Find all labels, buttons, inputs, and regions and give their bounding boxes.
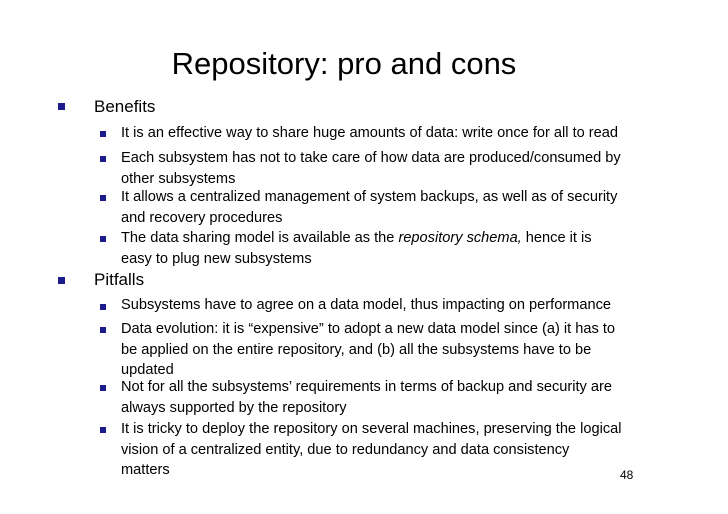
pitfall-item-4-line-1: It is tricky to deploy the repository on several machines, preserving the logical [121,421,622,437]
benefit-item-1 [121,123,671,144]
bullet-square-icon [100,195,106,201]
pitfall-item-4-line-2: vision of a centralized entity, due to redundancy and data consistency [121,441,570,458]
benefit-item-2-line-2: other subsystems [121,170,236,187]
bullet-square-icon [100,236,106,242]
pitfall-item-3 [121,377,671,418]
section-heading-benefits: Benefits [94,97,156,116]
benefit-item-3-line-1: It allows a centralized management of system backups, as well as of security [121,189,618,205]
benefit-item-4 [121,228,671,269]
pitfall-item-2-line-1: Data evolution: it is “expensive” to adopt a new data model since (a) it has to [121,321,616,337]
bullet-square-icon [58,277,65,284]
slide-title: Repository: pro and cons [171,46,517,81]
pitfall-item-3-line-2: always supported by the repository [121,399,347,416]
pitfall-item-4-line-3: matters [121,462,170,478]
benefit-item-4-suffix: hence it is [521,230,592,246]
benefit-item-4-prefix: The data sharing model is available as the [121,230,399,246]
pitfall-item-3-line-1: Not for all the subsystems’ requirements in terms of backup and security are [121,379,612,395]
bullet-square-icon [100,427,106,433]
pitfall-item-4 [121,419,671,481]
section-heading-pitfalls: Pitfalls [94,270,145,289]
benefit-item-3-line-2: and recovery procedures [121,209,283,226]
pitfall-item-1 [121,295,671,316]
benefit-item-3 [121,187,671,228]
bullet-square-icon [100,327,106,333]
benefit-item-2-line-1: Each subsystem has not to take care of how data are produced/consumed by [121,150,621,166]
page-number: 48 [620,468,634,482]
bullet-square-icon [100,156,106,162]
bullet-square-icon [100,385,106,391]
pitfall-item-2 [121,319,671,381]
benefit-item-4-emphasis: repository schema, [398,230,522,246]
pitfall-item-1-line-1: Subsystems have to agree on a data model, thus impacting on performance [121,297,611,313]
pitfall-item-2-line-2: be applied on the entire repository, and (b) all the subsystems have to be [121,341,592,358]
benefit-item-4-line-1 [121,228,671,249]
bullet-square-icon [100,304,106,310]
pitfall-item-2-line-3: updated [121,362,174,378]
benefit-item-4-line-2: easy to plug new subsystems [121,250,312,267]
benefit-item-2 [121,148,671,189]
bullet-square-icon [100,131,106,137]
benefit-item-1-line-1: It is an effective way to share huge amounts of data: write once for all to read [121,125,619,141]
bullet-square-icon [58,103,65,110]
